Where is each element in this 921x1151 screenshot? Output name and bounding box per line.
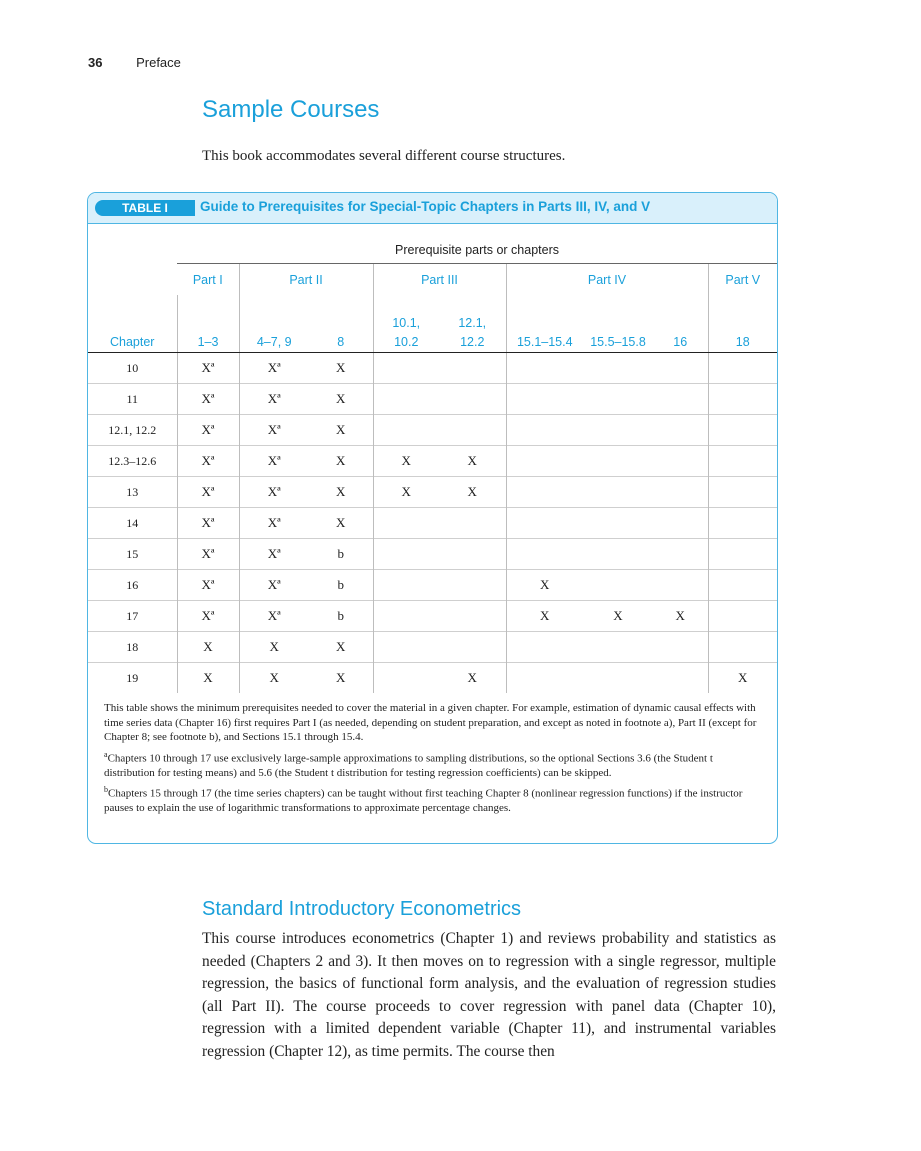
prerequisite-cell xyxy=(653,570,708,601)
prerequisite-cell: Xª xyxy=(239,539,309,570)
prerequisite-cell: Xª xyxy=(177,539,239,570)
page-number: 36 xyxy=(88,55,103,70)
prerequisite-cell xyxy=(583,415,653,446)
prerequisite-cell: Xª xyxy=(239,570,309,601)
prerequisite-cell: X xyxy=(708,663,777,694)
prerequisite-cell: Xª xyxy=(177,353,239,384)
prerequisite-cell: X xyxy=(336,360,346,375)
note-a-text: Chapters 10 through 17 use exclusively large-sample approximations to sampling distributions, so the optional Sections 3.6 (the Student t distribution for testing means) and 5.6 (the Student t distribution for testing regression coefficients) can be skipped. xyxy=(104,752,713,779)
part-header: Part III xyxy=(373,264,506,296)
prerequisite-cell xyxy=(583,508,653,539)
prerequisite-cell: X xyxy=(439,663,506,694)
column-header: 8 xyxy=(309,295,373,353)
prerequisite-cell xyxy=(583,570,653,601)
prerequisite-cell: X xyxy=(373,477,439,508)
prerequisite-cell: X xyxy=(239,663,309,694)
prerequisite-cell xyxy=(373,570,439,601)
prerequisite-cell xyxy=(506,353,583,384)
prerequisite-cell xyxy=(439,632,506,663)
prerequisite-cell xyxy=(583,446,653,477)
section2-title: Standard Introductory Econometrics xyxy=(202,898,522,920)
prerequisite-cell: X xyxy=(309,632,373,663)
prerequisite-cell xyxy=(708,632,777,663)
note-a xyxy=(104,748,764,781)
note-b xyxy=(104,783,764,816)
column-header: 15.1–15.4 xyxy=(506,295,583,353)
chapter-cell: 19 xyxy=(88,663,177,694)
table-tag: TABLE I xyxy=(95,200,195,216)
prerequisite-cell xyxy=(653,415,708,446)
prerequisite-cell: Xª xyxy=(239,477,309,508)
prerequisite-cell: Xª xyxy=(239,601,309,632)
table-row xyxy=(88,353,777,384)
prerequisite-cell xyxy=(708,353,777,384)
prerequisite-cell: X xyxy=(177,663,239,694)
prerequisite-cell xyxy=(583,384,653,415)
column-header: 16 xyxy=(653,295,708,353)
table-row xyxy=(88,663,777,694)
note-a-mark: a xyxy=(104,749,108,759)
table-body xyxy=(88,353,777,694)
prerequisite-cell xyxy=(653,384,708,415)
running-title: Preface xyxy=(136,55,181,70)
prerequisite-table xyxy=(88,224,777,693)
prerequisite-cell: X xyxy=(373,446,439,477)
note-main: This table shows the minimum prerequisites needed to cover the material in a given chapter. For example, estimation of dynamic causal effects with time series data (Chapter 16) first requires Part I (as needed, depending on student preparation, and except as noted in footnote a), Part II (except for Chapter 8; see footnote b), and Sections 15.1 through 15.4. xyxy=(104,702,757,743)
prerequisite-cell: X xyxy=(439,446,506,477)
chapter-cell: 12.3–12.6 xyxy=(88,446,177,477)
table-row xyxy=(88,415,777,446)
prerequisite-cell xyxy=(506,415,583,446)
column-header: 15.5–15.8 xyxy=(583,295,653,353)
chapter-cell: 10 xyxy=(126,360,139,375)
chapter-cell: 18 xyxy=(88,632,177,663)
prerequisite-cell xyxy=(653,477,708,508)
prerequisite-cell: X xyxy=(239,632,309,663)
prerequisite-cell xyxy=(653,353,708,384)
prerequisite-cell xyxy=(373,415,439,446)
running-head xyxy=(88,55,181,70)
prerequisite-cell xyxy=(583,477,653,508)
prerequisite-cell xyxy=(506,446,583,477)
prerequisite-cell xyxy=(439,601,506,632)
prerequisite-cell: X xyxy=(309,446,373,477)
prerequisite-cell xyxy=(583,353,653,384)
prerequisite-cell: b xyxy=(309,539,373,570)
prerequisite-cell xyxy=(583,539,653,570)
prerequisite-cell xyxy=(373,632,439,663)
chapter-cell: 16 xyxy=(88,570,177,601)
prerequisite-cell: X xyxy=(583,601,653,632)
prerequisite-cell xyxy=(653,632,708,663)
prerequisite-cell xyxy=(439,353,506,384)
prerequisite-cell xyxy=(506,477,583,508)
prerequisite-cell xyxy=(373,508,439,539)
table-row xyxy=(88,570,777,601)
chapter-cell: 15 xyxy=(88,539,177,570)
column-header: 12.1, 12.2 xyxy=(439,295,506,353)
table-row xyxy=(88,539,777,570)
prerequisite-cell xyxy=(653,446,708,477)
table-header-bar xyxy=(88,193,777,224)
prerequisite-cell: Xª xyxy=(177,477,239,508)
prerequisite-cell xyxy=(708,384,777,415)
prerequisite-cell: b xyxy=(309,570,373,601)
table-row xyxy=(88,477,777,508)
column-header: 10.1, 10.2 xyxy=(373,295,439,353)
prerequisite-cell: X xyxy=(309,663,373,694)
prerequisite-cell xyxy=(653,663,708,694)
prerequisite-cell xyxy=(439,415,506,446)
prerequisite-cell xyxy=(653,539,708,570)
prerequisite-cell: Xª xyxy=(239,353,309,384)
prerequisite-cell: X xyxy=(309,477,373,508)
chapter-cell: 12.1, 12.2 xyxy=(88,415,177,446)
column-header: 1–3 xyxy=(177,295,239,353)
prerequisite-cell: Xª xyxy=(239,384,309,415)
part-header: Part IV xyxy=(506,264,708,296)
table-row xyxy=(88,384,777,415)
prerequisite-cell: Xª xyxy=(177,446,239,477)
prerequisite-cell: b xyxy=(309,601,373,632)
prerequisite-cell xyxy=(506,384,583,415)
prerequisite-cell xyxy=(373,663,439,694)
section-title: Sample Courses xyxy=(202,96,380,123)
prerequisite-cell xyxy=(506,539,583,570)
prerequisite-cell: Xª xyxy=(177,415,239,446)
prerequisite-cell xyxy=(653,508,708,539)
prerequisite-cell xyxy=(373,601,439,632)
note-b-mark: b xyxy=(104,785,108,795)
table-notes xyxy=(104,701,764,819)
prerequisite-cell xyxy=(708,570,777,601)
table-row xyxy=(88,632,777,663)
table-row xyxy=(88,508,777,539)
prerequisite-cell: X xyxy=(177,632,239,663)
prerequisite-cell xyxy=(373,539,439,570)
prerequisite-cell: X xyxy=(506,570,583,601)
column-header-chapter: Chapter xyxy=(88,295,177,353)
prerequisite-cell xyxy=(583,632,653,663)
prerequisite-cell xyxy=(708,477,777,508)
prerequisite-cell xyxy=(708,539,777,570)
prerequisite-cell xyxy=(439,508,506,539)
column-header: 4–7, 9 xyxy=(239,295,309,353)
column-header-row xyxy=(88,295,777,353)
prerequisite-cell xyxy=(373,384,439,415)
column-header: 18 xyxy=(708,295,777,353)
prerequisite-cell: X xyxy=(309,415,373,446)
prerequisite-cell xyxy=(439,570,506,601)
part-header: Part V xyxy=(708,264,777,296)
prerequisite-cell xyxy=(439,384,506,415)
prerequisite-cell xyxy=(583,663,653,694)
prerequisite-cell: Xª xyxy=(239,446,309,477)
prerequisite-cell: Xª xyxy=(239,415,309,446)
prerequisite-cell: Xª xyxy=(177,570,239,601)
section2-body: This course introduces econometrics (Chapter 1) and reviews probability and statistics as needed (Chapters 2 and 3). It then moves on to regression with a single regressor, multiple regression, the basics of functional form analysis, and the evaluation of regression studies (all Part II). The course proceeds to cover regression with panel data (Chapter 10), regression with a limited dependent variable (Chapter 11), and instrumental variables regression (Chapter 12), as time permits. The course then xyxy=(202,930,776,1060)
intro-text: This book accommodates several different course structures. xyxy=(202,148,566,164)
prerequisite-cell: X xyxy=(506,601,583,632)
chapter-cell: 17 xyxy=(88,601,177,632)
chapter-cell: 13 xyxy=(88,477,177,508)
span-header: Prerequisite parts or chapters xyxy=(177,224,777,264)
prerequisite-cell xyxy=(373,353,439,384)
prerequisite-cell xyxy=(708,446,777,477)
part-header: Part II xyxy=(239,264,373,296)
prerequisite-cell: X xyxy=(309,508,373,539)
chapter-cell: 11 xyxy=(88,384,177,415)
prerequisite-cell: X xyxy=(309,384,373,415)
prerequisite-cell: X xyxy=(439,477,506,508)
prerequisite-cell: X xyxy=(653,601,708,632)
prerequisite-cell: Xª xyxy=(239,508,309,539)
chapter-cell: 14 xyxy=(88,508,177,539)
prerequisite-cell: Xª xyxy=(177,601,239,632)
note-b-text: Chapters 15 through 17 (the time series chapters) can be taught without first teaching Chapter 8 (nonlinear regression functions) if the instructor pauses to explain the use of logarithmic transformations to approximate percentage changes. xyxy=(104,787,743,815)
prerequisite-cell xyxy=(708,415,777,446)
prerequisite-cell: Xª xyxy=(177,508,239,539)
prerequisite-cell xyxy=(708,508,777,539)
table-title: Guide to Prerequisites for Special-Topic Chapters in Parts III, IV, and V xyxy=(200,199,651,214)
table-row xyxy=(88,601,777,632)
prerequisite-cell xyxy=(506,663,583,694)
prerequisite-cell xyxy=(506,632,583,663)
table-row xyxy=(88,446,777,477)
prerequisite-cell: Xª xyxy=(177,384,239,415)
prerequisite-cell xyxy=(506,508,583,539)
prerequisite-cell xyxy=(708,601,777,632)
prerequisite-table-box xyxy=(87,192,778,844)
part-header: Part I xyxy=(192,272,223,287)
prerequisite-cell xyxy=(439,539,506,570)
